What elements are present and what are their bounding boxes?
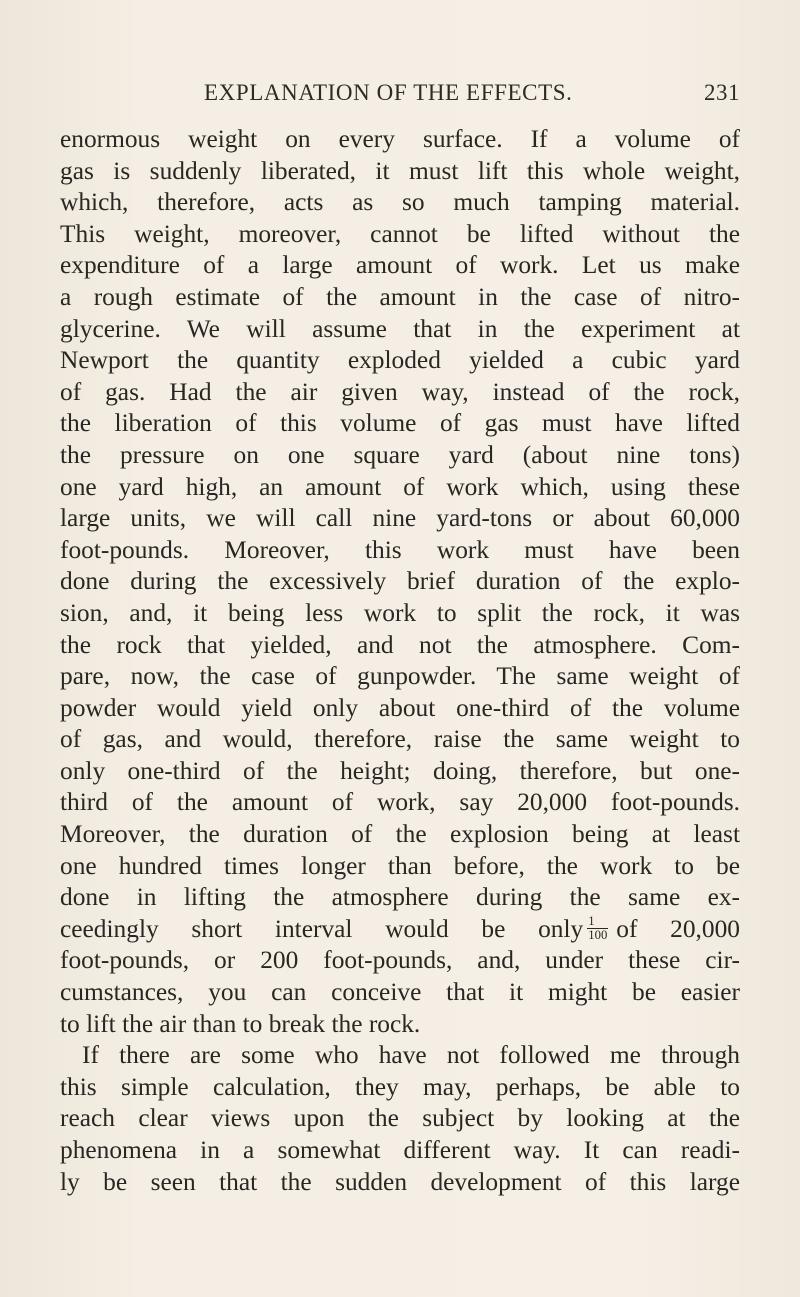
text-line: This weight, moreover, cannot be lifted without the [60,219,740,248]
text-line: the liberation of this volume of gas must have lifted [60,409,740,438]
text-line: phenomena in a somewhat different way. It can readi- [60,1136,740,1164]
text-line: third of the amount of work, say 20,000 foot-pounds. [60,788,740,817]
text-line: ly be seen that the sudden development of this large [60,1167,740,1196]
text-line: foot-pounds, or 200 foot-pounds, and, under these cir- [60,946,740,975]
text-line: sion, and, it being less work to split the rock, it was [60,598,740,627]
text-line: done in lifting the atmosphere during the same ex- [60,883,740,912]
paragraph-end-line: to lift the air than to break the rock. [60,1009,421,1038]
text-segment: ceedingly short interval would be only [60,914,584,943]
text-line: reach clear views upon the subject by looking at the [60,1104,740,1133]
fraction-one-hundredth [587,915,608,941]
text-line: foot-pounds. Moreover, this work must have been [60,535,740,564]
text-line: a rough estimate of the amount in the case of nitro- [60,282,740,311]
text-line: of gas. Had the air given way, instead of the rock, [60,377,740,406]
text-line: done during the excessively brief duration of the explo- [60,567,740,596]
text-line: gas is suddenly liberated, it must lift this whole weight, [60,156,740,185]
text-line: one yard high, an amount of work which, using these [60,472,740,501]
paragraph-start-line: If there are some who have not followed me through [82,1041,740,1070]
page-number: 231 [704,80,740,105]
text-line: cumstances, you can conceive that it might be easier [60,978,740,1007]
text-line: Moreover, the duration of the explosion being at least [60,820,740,849]
text-line: only one-third of the height; doing, therefore, but one- [60,756,740,785]
fraction-denominator: 100 [588,927,608,942]
page-header [60,80,740,120]
text-line: pare, now, the case of gunpowder. The same weight of [60,662,740,691]
text-line: glycerine. We will assume that in the experiment at [60,314,740,343]
text-line: enormous weight on every surface. If a volume of [60,125,740,153]
text-line: expenditure of a large amount of work. Let us make [60,251,740,280]
text-line: of gas, and would, therefore, raise the same weight to [60,725,740,754]
text-line: Newport the quantity exploded yielded a cubic yard [60,346,740,375]
text-line: one hundred times longer than before, the work to be [60,851,740,880]
body-text [60,124,740,1198]
text-line: powder would yield only about one-third of the volume [60,693,740,722]
text-line: the rock that yielded, and not the atmosphere. Com- [60,630,740,659]
running-head: EXPLANATION OF THE EFFECTS. [204,80,573,105]
fraction-numerator: 1 [588,914,595,929]
text-line: the pressure on one square yard (about nine tons) [60,440,740,469]
text-line-with-fraction [60,914,740,946]
text-line: large units, we will call nine yard-tons or about 60,000 [60,504,740,533]
text-line: this simple calculation, they may, perhaps, be able to [60,1072,740,1101]
text-segment: of 20,000 [616,914,740,943]
text-line: which, therefore, acts as so much tamping material. [60,188,740,217]
